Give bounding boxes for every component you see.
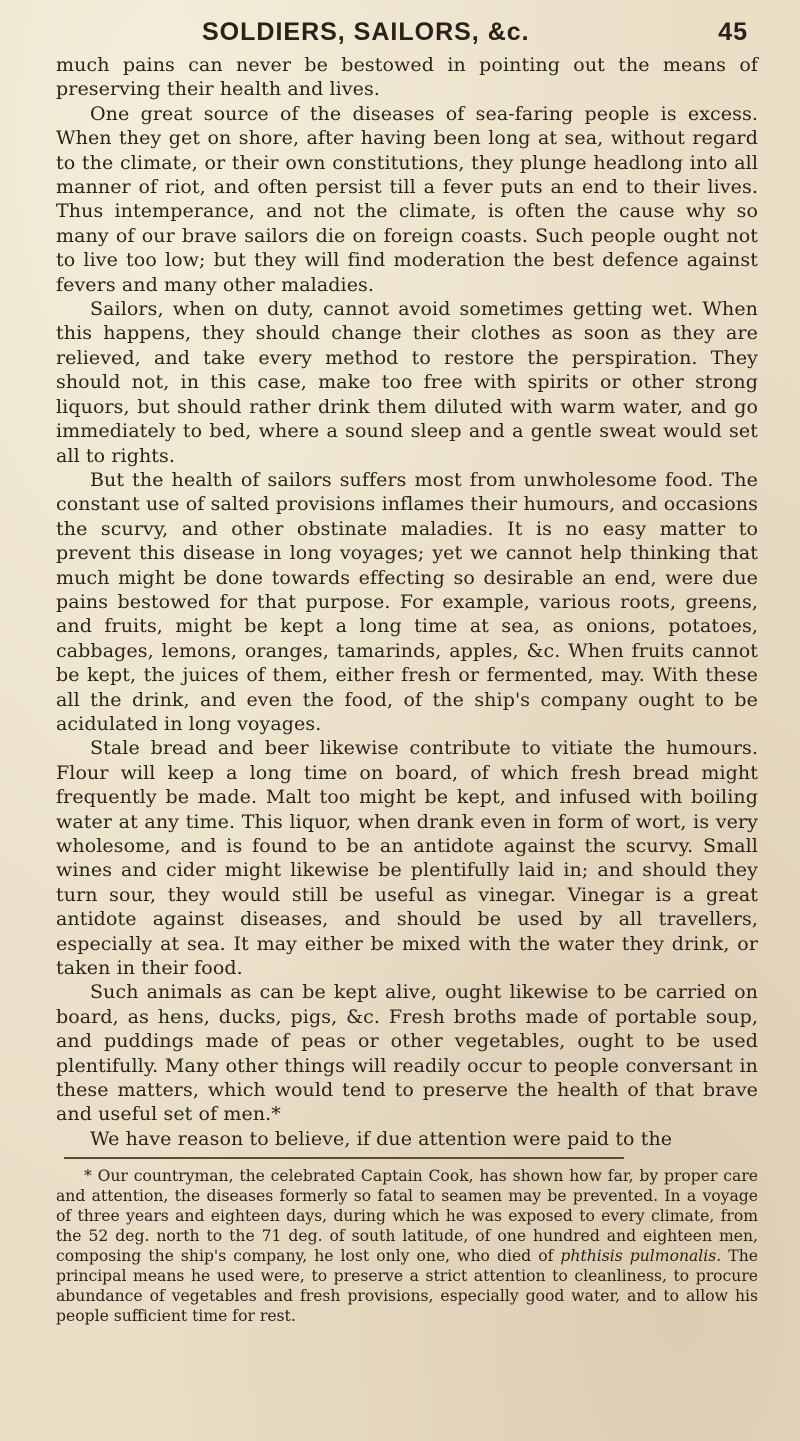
footnote xyxy=(56,1166,758,1326)
running-head: SOLDIERS, SAILORS, &c. xyxy=(202,18,530,46)
paragraph-stale-bread: Stale bread and beer likewise contribute to vitiate the humours. Flour will keep a long time on board, of which fresh bread might frequently be made. Malt too might be kept, and infused with boiling water at any time. This liquor, when drank even in form of wort, is very wholesome, and is found to be an antidote against the scurvy. Small wines and cider might likewise be plentifully laid in; and should they turn sour, they would still be useful as vinegar. Vinegar is a great antidote against diseases, and should be used by all travellers, especially at sea. It may either be mixed with the water they drink, or taken in their food. xyxy=(56,737,758,980)
paragraph-continued: much pains can never be bestowed in pointing out the means of preserving their health and lives. xyxy=(56,54,758,101)
paragraph-animals-on-board: Such animals as can be kept alive, ought likewise to be carried on board, as hens, ducks, pigs, &c. Fresh broths made of portable soup, and puddings made of peas or other vegetables, ought to be used plentifully. Many other things will readily occur to people conversant in these matters, which would tend to preserve the health of that brave and useful set of men.* xyxy=(56,981,758,1126)
footnote-tail: The principal means he used were, to preserve a strict attention to cleanliness, to procure abundance of vegetables and fresh provisions, especially good water, and to allow his people sufficient time for rest. xyxy=(56,1247,758,1326)
page-number: 45 xyxy=(718,18,748,46)
body-text xyxy=(56,53,758,1151)
paragraph-excess: One great source of the diseases of sea-faring people is excess. When they get on shore, after having been long at sea, without regard to the climate, or their own constitutions, they plunge headlong into all manner of riot, and often persist till a fever puts an end to their lives. Thus intemperance, and not the climate, is often the cause why so many of our brave sailors die on foreign coasts. Such people ought not to live too low; but they will find moderation the best defence against fevers and many other maladies. xyxy=(56,102,758,296)
paragraph-final: We have reason to believe, if due attention were paid to the xyxy=(90,1127,673,1150)
footnote-italic-term: phthisis pulmonalis. xyxy=(560,1247,722,1266)
footnote-divider xyxy=(64,1157,624,1159)
paragraph-getting-wet: Sailors, when on duty, cannot avoid sometimes getting wet. When this happens, they should change their clothes as soon as they are relieved, and take every method to restore the perspiration. They should not, in this case, make too free with spirits or other strong liquors, but should rather drink them diluted with warm water, and go immediately to bed, where a sound sleep and a gentle sweat would set all to rights. xyxy=(56,298,758,467)
paragraph-unwholesome-food: But the health of sailors suffers most from unwholesome food. The constant use of salted provisions inflames their humours, and occasions the scurvy, and other obstinate maladies. It is no easy matter to prevent this disease in long voyages; yet we cannot help thinking that much might be done towards effecting so desirable an end, were due pains bestowed for that purpose. For example, various roots, greens, and fruits, might be kept a long time at sea, as onions, potatoes, cabbages, lemons, oranges, tamarinds, apples, &c. When fruits cannot be kept, the juices of them, either fresh or fermented, may. With these all the drink, and even the food, of the ship's company ought to be acidulated in long voyages. xyxy=(56,468,758,735)
footnote-lead: * Our countryman, the celebrated Captain Cook, has shown how far, by proper care and attention, the diseases formerly so fatal to seamen may be prevented. In a voyage of three years and eighteen days, during which he was exposed to every climate, from the 52 deg. north to the 71 deg. of south latitude, of one hundred and eighteen men, composing the ship's company, he lost only one, who died of xyxy=(56,1167,758,1266)
page-header xyxy=(56,18,758,47)
